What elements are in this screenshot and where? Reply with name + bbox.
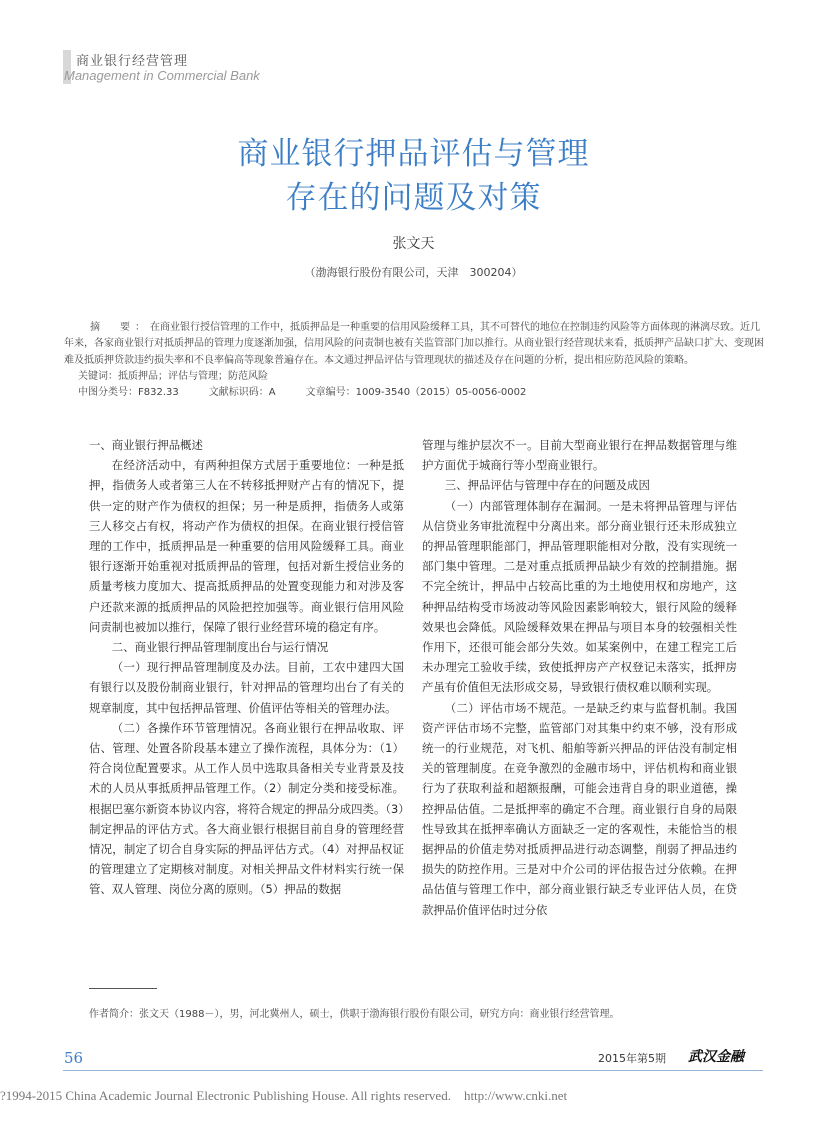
copyright-line: ?1994-2015 China Academic Journal Electronic Publishing House. All rights reserved. http://www.cnki.net bbox=[0, 1088, 568, 1103]
page-number: 56 bbox=[64, 1049, 84, 1067]
body-paragraph: 三、押品评估与管理中存在的问题及成因 bbox=[444, 478, 650, 493]
footnote-rule bbox=[89, 988, 157, 989]
abstract-paragraph bbox=[64, 320, 764, 369]
body-column-right bbox=[422, 435, 737, 920]
footer-rule bbox=[63, 1070, 763, 1071]
author-footnote: 作者简介：张文天（1988－），男，河北冀州人，硕士，供职于渤海银行股份有限公司，研究方向：商业银行经营管理。 bbox=[89, 1009, 620, 1020]
journal-logo: 武汉金融 bbox=[688, 1049, 744, 1065]
abstract-label: 摘 要： bbox=[90, 322, 150, 333]
author-name: 张文天 bbox=[392, 236, 435, 252]
body-paragraph: 在经济活动中，有两种担保方式居于重要地位：一种是抵押，指债务人或者第三人在不转移抵押财产占有的情况下，提供一定的财产作为债权的担保；另一种是质押，指债务人或第三人移交占有权，将动产作为债权的担保。在商业银行授信管理的工作中，抵质押品是一种重要的信用风险缓释工具。商业银行逐渐开始重视对抵质押品的管理，包括对新生授信业务的质量考核力度加大、提高抵质押品的处置变现能力和对涉及客户还款来源的抵质押品的风险把控加强等。商业银行信用风险问责制也被加以推行，保障了银行业经营环境的稳定有序。 bbox=[89, 458, 404, 634]
body-paragraph: 一、商业银行押品概述 bbox=[89, 438, 203, 452]
classification-line: 中图分类号：F832.33 文献标识码：A 文章编号：1009-3540（2015）05-0056-0002 bbox=[78, 387, 527, 399]
body-column-left bbox=[89, 435, 404, 900]
article-title-line2: 存在的问题及对策 bbox=[285, 180, 542, 216]
article-title-line1: 商业银行押品评估与管理 bbox=[237, 136, 590, 172]
body-paragraph: 管理与维护层次不一。目前大型商业银行在押品数据管理与维护方面优于城商行等小型商业银行。 bbox=[422, 438, 737, 473]
body-paragraph: 二、商业银行押品管理制度出台与运行情况 bbox=[111, 640, 329, 655]
author-affiliation: （渤海银行股份有限公司，天津 300204） bbox=[304, 266, 523, 279]
section-header-cn: 商业银行经营管理 bbox=[76, 54, 189, 69]
abstract-block bbox=[64, 320, 764, 401]
section-header-en: Management in Commercial Bank bbox=[64, 68, 260, 83]
abstract-text: 在商业银行授信管理的工作中，抵质押品是一种重要的信用风险缓释工具，其不可替代的地位在控制违约风险等方面体现的淋漓尽致。近几年来，各家商业银行对抵质押品的管理力度逐渐加强，信用风险的问责制也被有关监管部门加以推行。从商业银行经营现状来看，抵质押产品缺口扩大、变现困难及抵质押贷款违约损失率和不良率偏高等现象普遍存在。本文通过押品评估与管理现状的描述及存在问题的分析，提出相应防范风险的策略。 bbox=[64, 322, 764, 366]
body-paragraph: （一）内部管理体制存在漏洞。一是未将押品管理与评估从信贷业务审批流程中分离出来。部分商业银行还未形成独立的押品管理职能部门，押品管理职能相对分散，没有实现统一部门集中管理。二是对重点抵质押品缺少有效的控制措施。据不完全统计，押品中占较高比重的为土地使用权和房地产，这种押品结构受市场波动等风险因素影响较大，银行风险的缓释效果也会降低。风险缓释效果在押品与项目本身的较强相关性作用下，还很可能会部分失效。如某案例中，在建工程完工后未办理完工验收手续，致使抵押房产产权登记未落实，抵押房产虽有价值但无法形成交易，导致银行债权难以顺利实现。 bbox=[422, 498, 737, 695]
body-paragraph: （一）现行押品管理制度及办法。目前，工农中建四大国有银行以及股份制商业银行，针对押品的管理均出台了有关的规章制度，其中包括押品管理、价值评估等相关的管理办法。 bbox=[89, 660, 404, 715]
issue-label: 2015年第5期 bbox=[598, 1052, 666, 1065]
body-paragraph: （二）各操作环节管理情况。各商业银行在押品收取、评估、管理、处置各阶段基本建立了操作流程，具体分为：（1）符合岗位配置要求。从工作人员中选取具备相关专业背景及技术的人员从事抵质押品管理工作。（2）制定分类和接受标准。根据巴塞尔新资本协议内容，将符合规定的押品分成四类。（3）制定押品的评估方式。各大商业银行根据目前自身的管理经营情况，制定了切合自身实际的押品评估方式。（4）对押品权证的管理建立了定期核对制度。对相关押品文件材料实行统一保管、双人管理、岗位分离的原则。（5）押品的数据 bbox=[89, 720, 404, 897]
body-paragraph: （二）评估市场不规范。一是缺乏约束与监督机制。我国资产评估市场不完整，监管部门对其集中约束不够，没有形成统一的行业规范，对飞机、船舶等新兴押品的评估没有制定相关的管理制度。在竞争激烈的金融市场中，评估机构和商业银行为了获取利益和超额报酬，可能会违背自身的职业道德，操控押品估值。二是抵押率的确定不合理。商业银行自身的局限性导致其在抵押率确认方面缺乏一定的客观性，未能恰当的根据押品的价值走势对抵质押品进行动态调整，削弱了押品违约损失的防控作用。三是对中介公司的评估报告过分依赖。在押品估值与管理工作中，部分商业银行缺乏专业评估人员，在贷款押品价值评估时过分依 bbox=[422, 700, 737, 917]
keywords: 关键词：抵质押品；评估与管理；防范风险 bbox=[78, 370, 268, 382]
